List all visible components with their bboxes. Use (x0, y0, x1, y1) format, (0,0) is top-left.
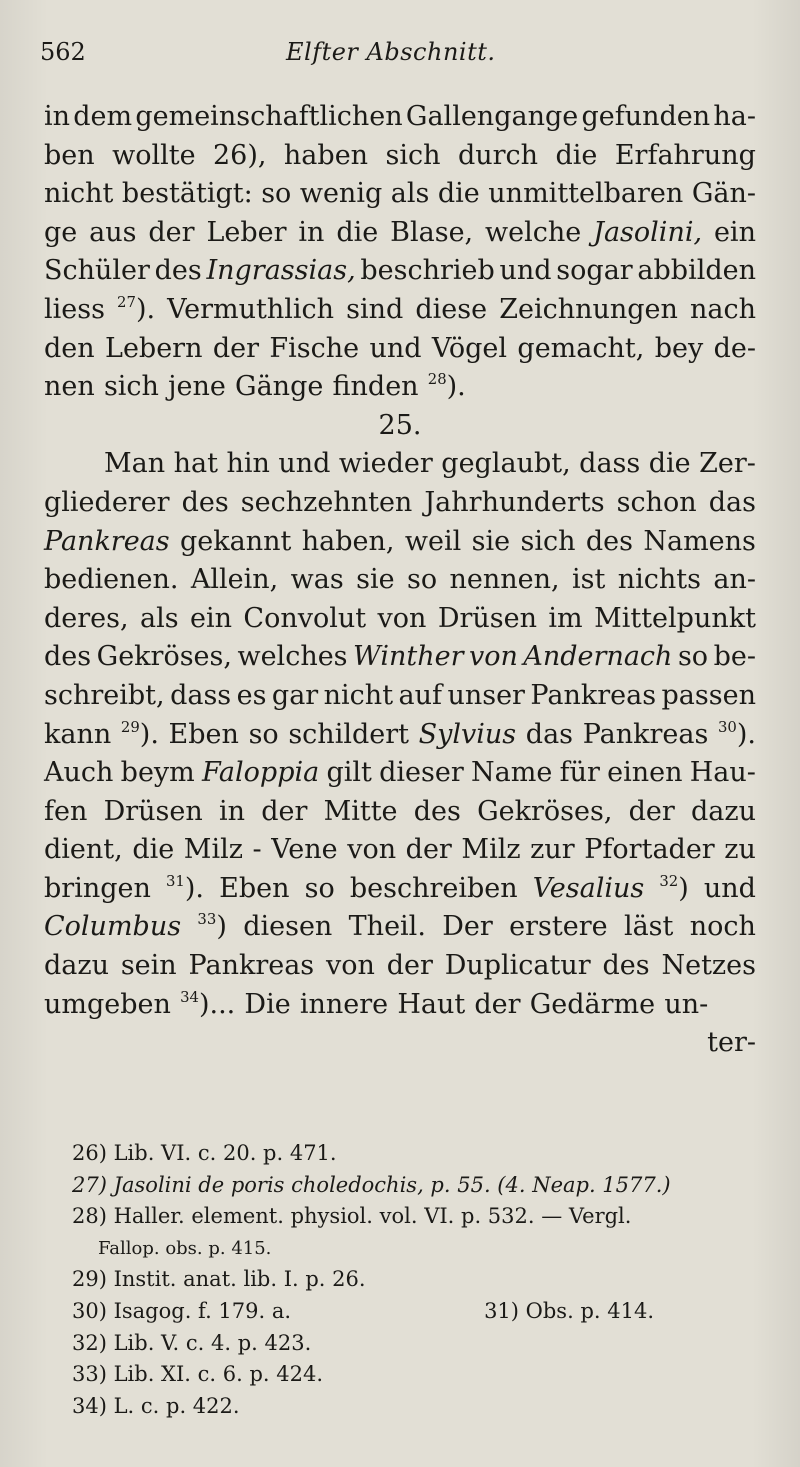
word: bringen (44, 872, 151, 904)
text-line (44, 137, 756, 176)
text-line (44, 986, 756, 1025)
word: $^{27}$). (117, 292, 156, 325)
footnote-27 (72, 1170, 762, 1202)
word: die (648, 448, 691, 480)
word: Blase, (390, 216, 474, 248)
word: abbilden (637, 255, 756, 287)
word: Gekröses, (96, 641, 232, 673)
word: der (261, 795, 308, 827)
text-line (44, 484, 756, 523)
word: fen (44, 795, 88, 827)
word: Sylvius (418, 718, 517, 750)
word: be- (713, 641, 756, 673)
word: zu (724, 834, 756, 866)
word: hat (173, 448, 218, 480)
word: und (369, 332, 422, 364)
word: für (559, 757, 600, 789)
word: nicht (323, 679, 394, 711)
word: Haut (397, 988, 466, 1020)
word: von (347, 834, 397, 866)
word: nach (690, 293, 756, 325)
word: geglaubt, (441, 448, 571, 480)
text-line (44, 98, 756, 137)
word: Eben (219, 872, 290, 904)
word: dass (579, 448, 641, 480)
word: nennen, (449, 564, 560, 596)
footnote-32: 32) Lib. V. c. 4. p. 423. (72, 1330, 312, 1355)
word: innere (299, 988, 389, 1020)
word: Man (104, 448, 166, 480)
word: des (585, 525, 633, 557)
word: ben (44, 139, 95, 171)
word: Andernach (523, 641, 673, 673)
word: gekannt (180, 525, 292, 557)
word: und (499, 255, 552, 287)
word: von (377, 602, 427, 634)
word: so (304, 872, 335, 904)
paragraph-section-25 (44, 445, 756, 1024)
word: ein (190, 602, 233, 634)
word: Gekröses, (477, 795, 613, 827)
word: sie (356, 564, 395, 596)
word: Namens (643, 525, 756, 557)
footnote-28: 28) Haller. element. physiol. vol. VI. p. 532. — Vergl. (72, 1204, 632, 1229)
word: dem (73, 101, 133, 132)
word: un- (664, 988, 709, 1020)
word: des (154, 255, 202, 287)
text-line (44, 291, 756, 330)
text-line (44, 908, 756, 947)
word: Fische (269, 332, 360, 364)
word: ge (44, 216, 78, 248)
word: welches (237, 641, 348, 673)
word: nicht (44, 178, 114, 210)
word: welche (485, 216, 582, 248)
text-line (44, 947, 756, 986)
word: die (132, 834, 175, 866)
word: wollte (112, 139, 196, 171)
word: auf (398, 679, 442, 711)
word: nichts (617, 564, 701, 596)
word: Leber (206, 216, 287, 248)
word: dazu (44, 950, 109, 982)
word: Jahrhunderts (424, 486, 605, 518)
word: gliederer (44, 486, 170, 518)
word: haben (283, 139, 369, 171)
word: im (548, 602, 583, 634)
word: Columbus (44, 911, 182, 943)
text-line (44, 638, 756, 677)
word: aus (89, 216, 137, 248)
word: 26), (213, 139, 267, 171)
word: der (386, 950, 433, 982)
text-line (44, 793, 756, 832)
text-line (44, 754, 756, 793)
word: schildert (288, 718, 409, 750)
word: haben, (301, 525, 395, 557)
word: schreibt, (44, 679, 165, 711)
word: als (140, 602, 179, 634)
word: sind (346, 293, 404, 325)
word: den (44, 332, 95, 364)
main-text (44, 98, 756, 1063)
word: - (252, 834, 262, 866)
word: bey (654, 332, 704, 364)
word: sechzehnten (240, 486, 413, 518)
word: Mittelpunkt (594, 602, 756, 634)
word: Duplicatur (444, 950, 591, 982)
text-line (44, 523, 756, 562)
word: de- (713, 332, 756, 364)
word: wenig (299, 178, 383, 210)
word: des (602, 950, 650, 982)
footnote-27-text: 27) Jasolini de poris choledochis, p. 55. (4. Neap. 1577.) (72, 1172, 671, 1197)
word: Winther (353, 641, 464, 673)
word: gemacht, (517, 332, 645, 364)
word: Zer- (699, 448, 756, 480)
word: dass (170, 679, 232, 711)
word: der (148, 216, 195, 248)
footnote-31: 31) Obs. p. 414. (484, 1298, 654, 1323)
word: zur (530, 834, 575, 866)
text-line (44, 175, 756, 214)
word: schon (616, 486, 697, 518)
word: Vermuthlich (167, 293, 335, 325)
text-line (44, 561, 756, 600)
footnotes (72, 1138, 762, 1422)
word: es (236, 679, 267, 711)
word: sich (103, 371, 159, 403)
word: bedienen. (44, 564, 179, 596)
word: von (468, 641, 518, 673)
word: Faloppia (202, 757, 320, 789)
word: sogar (556, 255, 633, 287)
footnote-row-30-31 (72, 1296, 762, 1328)
footnote-33: 33) Lib. XI. c. 6. p. 424. (72, 1362, 324, 1387)
word: diesen (243, 911, 333, 943)
word: Drüsen (437, 602, 537, 634)
word: als (390, 178, 430, 210)
word: Name (471, 757, 553, 789)
word: Gänge (235, 371, 324, 403)
page-number: 562 (40, 38, 86, 66)
word: wieder (338, 448, 433, 480)
word: Pfortader (584, 834, 715, 866)
footnote-30: 30) Isagog. f. 179. a. (72, 1298, 292, 1323)
word: dazu (690, 795, 756, 827)
word: des (181, 486, 229, 518)
word: Hau- (689, 757, 756, 789)
word: Erfahrung (614, 139, 756, 171)
word: gefunden (581, 101, 711, 132)
running-title: Elfter Abschnitt. (286, 38, 496, 66)
word: gemeinschaftlichen (135, 101, 403, 132)
footnote-29: 29) Instit. anat. lib. I. p. 26. (72, 1267, 366, 1292)
word: Jasolini, (593, 216, 703, 248)
text-line (44, 600, 756, 639)
word: gilt (326, 757, 372, 789)
word: ist (572, 564, 606, 596)
word: Milz (461, 834, 521, 866)
word: was (290, 564, 344, 596)
word: Vögel (431, 332, 508, 364)
word: Schüler (44, 255, 150, 287)
word: des (44, 641, 92, 673)
text-line (44, 445, 756, 484)
word: der (474, 988, 521, 1020)
footnote-26: 26) Lib. VI. c. 20. p. 471. (72, 1141, 337, 1165)
section-number: 25. (378, 409, 422, 441)
word: nen (44, 371, 95, 403)
word: Milz (183, 834, 243, 866)
word: beschreiben (349, 872, 518, 904)
word: Allein, (190, 564, 279, 596)
word: dieser (379, 757, 464, 789)
word: läst (623, 911, 674, 943)
word: weil (404, 525, 462, 557)
word: Vene (271, 834, 338, 866)
word: hin (226, 448, 270, 480)
word: passen (661, 679, 756, 711)
word: kann (44, 718, 112, 750)
word: das (708, 486, 756, 518)
word: Pankreas (44, 525, 170, 557)
word: noch (689, 911, 756, 943)
word: umgeben (44, 988, 171, 1020)
word: sich (520, 525, 576, 557)
word: der (405, 834, 452, 866)
word: finden (332, 371, 419, 403)
word: an- (713, 564, 756, 596)
word: Theil. (348, 911, 426, 943)
text-line (44, 252, 756, 291)
word: Die (244, 988, 291, 1020)
word: das (525, 718, 574, 750)
word: durch (457, 139, 539, 171)
word: Der (442, 911, 493, 943)
word: so (406, 564, 438, 596)
word: sich (385, 139, 441, 171)
word: liess (44, 293, 105, 325)
catchword: ter- (707, 1027, 756, 1059)
word: Ingrassias, (206, 255, 356, 287)
word: Pankreas (188, 950, 315, 982)
catchword-line (44, 1024, 756, 1063)
word: erstere (509, 911, 608, 943)
word: so (677, 641, 709, 673)
word: Mitte (323, 795, 398, 827)
word: gar (271, 679, 319, 711)
word: ein (713, 216, 756, 248)
word: dient, (44, 834, 123, 866)
text-line (44, 368, 756, 407)
word: Convolut (243, 602, 367, 634)
section-number-line (44, 407, 756, 446)
word: unser (447, 679, 525, 711)
word: Vesalius (532, 872, 645, 904)
word: Auch (44, 757, 114, 789)
word: unmittelbaren (488, 178, 684, 210)
word: sein (120, 950, 177, 982)
text-line (44, 831, 756, 870)
word: in (298, 216, 325, 248)
word: $^{30}$). (717, 717, 756, 750)
word: $^{34}$)... (180, 987, 236, 1020)
word: die (555, 139, 598, 171)
page-header (40, 38, 760, 82)
word: $^{32}$) (659, 871, 689, 904)
text-line (44, 677, 756, 716)
word: die (437, 178, 480, 210)
word: ha- (713, 101, 756, 132)
word: beym (120, 757, 195, 789)
word: $^{29}$). (120, 717, 159, 750)
footnote-34: 34) L. c. p. 422. (72, 1393, 240, 1418)
word: diese (415, 293, 488, 325)
text-line (44, 870, 756, 909)
word: Netzes (661, 950, 756, 982)
word: Zeichnungen (499, 293, 678, 325)
word: Gän- (691, 178, 756, 210)
paragraph-continued (44, 98, 756, 407)
word: der (628, 795, 675, 827)
text-line (44, 716, 756, 755)
word: der (212, 332, 260, 364)
text-line (44, 214, 756, 253)
word: so (261, 178, 292, 210)
word: $^{33}$) (197, 910, 227, 943)
word: $^{31}$). (165, 871, 204, 904)
word: sie (471, 525, 511, 557)
word: einen (607, 757, 683, 789)
word: bestätigt: (121, 178, 253, 210)
text-line (44, 330, 756, 369)
word: von (325, 950, 375, 982)
word: Eben (168, 718, 239, 750)
footnote-28-continued: Fallop. obs. p. 415. (98, 1237, 272, 1259)
word: $^{28}$). (427, 370, 466, 403)
word: Pankreas (530, 679, 657, 711)
word: deres, (44, 602, 129, 634)
word: Gallengange (405, 101, 579, 132)
word: Gedärme (529, 988, 656, 1020)
word: jene (168, 371, 226, 403)
word: Pankreas (582, 718, 709, 750)
word: und (703, 872, 756, 904)
word: die (336, 216, 379, 248)
word: beschrieb (360, 255, 495, 287)
word: Lebern (105, 332, 203, 364)
word: in (44, 101, 71, 132)
word: so (248, 718, 279, 750)
word: Drüsen (103, 795, 203, 827)
word: in (218, 795, 245, 827)
word: und (278, 448, 331, 480)
word: des (413, 795, 461, 827)
